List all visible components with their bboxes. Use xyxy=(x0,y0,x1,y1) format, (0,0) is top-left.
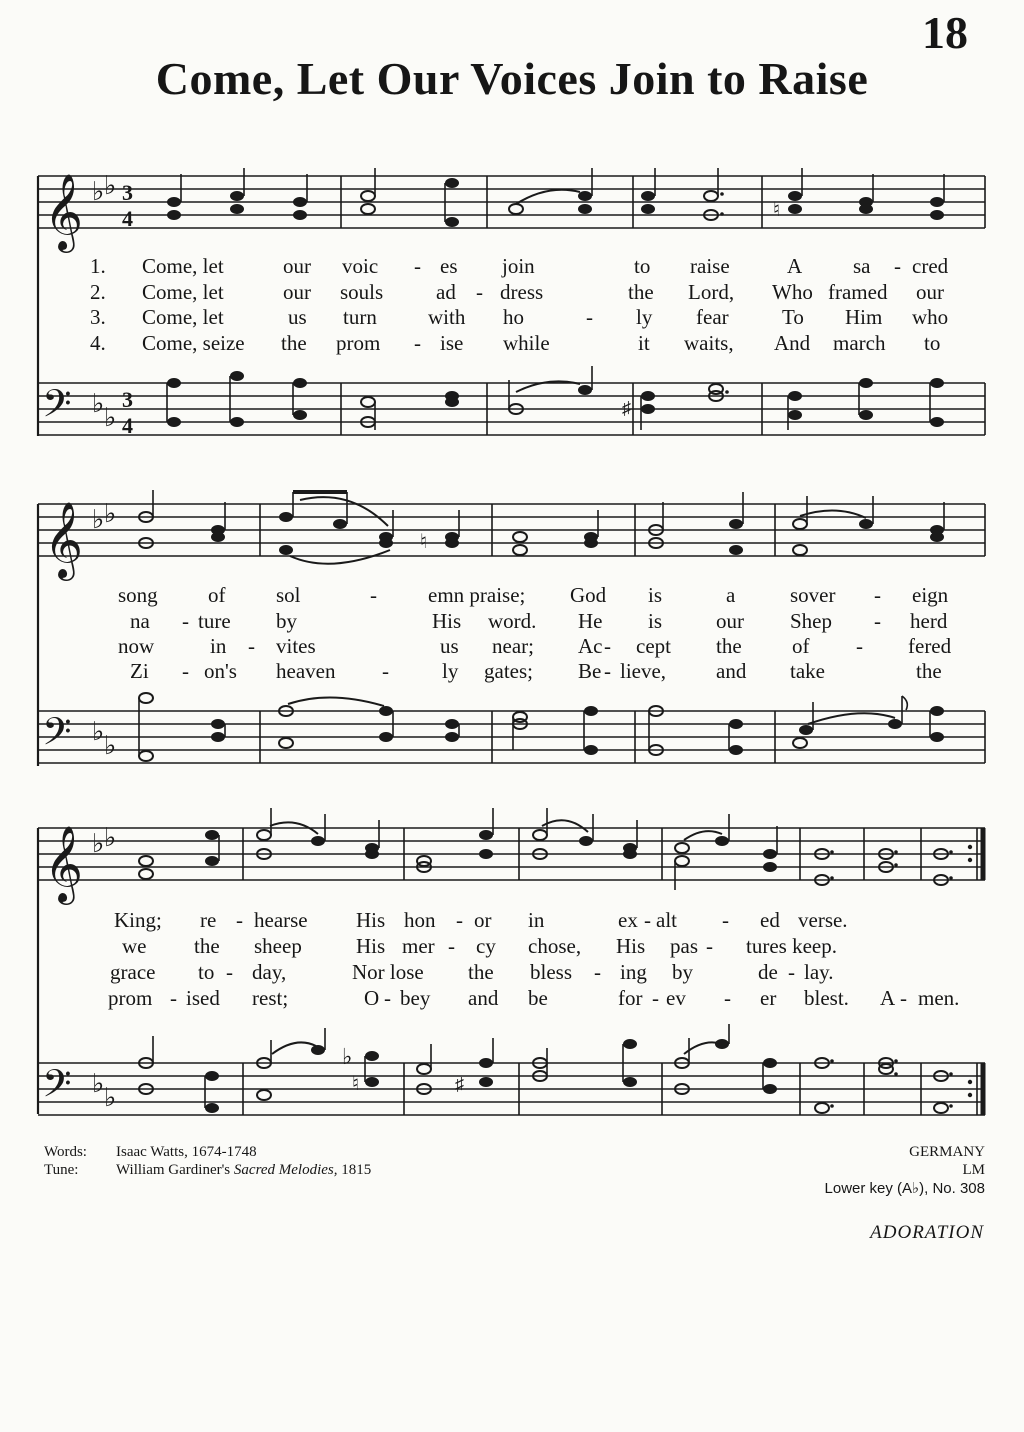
lyric-syllable: vites xyxy=(276,634,316,658)
lyric-syllable: de xyxy=(758,960,778,984)
lyric-line-s1-v1 xyxy=(0,254,1024,279)
lyric-syllable: - xyxy=(236,908,243,932)
lyric-syllable: - xyxy=(456,908,463,932)
svg-text:♭: ♭ xyxy=(92,717,105,746)
svg-text:4: 4 xyxy=(122,206,133,231)
svg-text:♭: ♭ xyxy=(104,171,117,200)
svg-text:♮: ♮ xyxy=(352,1073,360,1095)
meter: LM xyxy=(962,1162,985,1178)
lyric-syllable: cred xyxy=(912,254,949,278)
lyric-line-s2-v3 xyxy=(0,634,1024,659)
lyric-syllable: His xyxy=(432,609,462,633)
lyric-syllable: O xyxy=(364,986,380,1010)
lyric-syllable: take xyxy=(790,659,825,683)
svg-text:3: 3 xyxy=(122,180,133,205)
lyric-line-s3-v4 xyxy=(0,986,1024,1011)
lyric-syllable: A xyxy=(880,986,896,1010)
tune-source: William Gardiner's xyxy=(116,1162,234,1178)
lyric-syllable: is xyxy=(648,583,663,607)
svg-text:♭: ♭ xyxy=(342,1044,353,1069)
lyric-syllable: ho xyxy=(503,305,524,329)
lyric-syllable: gates; xyxy=(484,659,533,683)
lyric-syllable: souls xyxy=(340,280,384,304)
bass-staff-system-3 xyxy=(0,1044,1024,1130)
lyric-syllable: cy xyxy=(476,934,496,958)
lyric-syllable: Come, let xyxy=(142,280,224,304)
lyric-syllable: Nor lose xyxy=(352,960,424,984)
lyric-syllable: - xyxy=(448,934,455,958)
lyric-syllable: dress xyxy=(500,280,544,304)
lyric-syllable: sheep xyxy=(254,934,302,958)
tune-name: GERMANY xyxy=(909,1144,985,1160)
lyric-syllable: - xyxy=(874,583,881,607)
treble-staff-system-3 xyxy=(0,812,1024,902)
hymn-number: 18 xyxy=(922,7,968,58)
lyric-syllable: tures keep. xyxy=(746,934,837,958)
lyric-syllable: join xyxy=(502,254,535,278)
lyric-syllable: His xyxy=(356,934,386,958)
lyric-syllable: word. xyxy=(488,609,537,633)
treble-staff-system-1 xyxy=(0,160,1024,250)
lyric-syllable: mer xyxy=(402,934,435,958)
svg-text:♮: ♮ xyxy=(773,199,781,221)
lyric-line-s1-v4 xyxy=(0,331,1024,356)
treble-staff-system-2 xyxy=(0,488,1024,578)
bass-staff-system-1 xyxy=(0,370,1024,450)
lyric-syllable: Come, seize xyxy=(142,331,245,355)
lyric-syllable: To xyxy=(782,305,804,329)
lyric-syllable: - xyxy=(182,659,189,683)
svg-text:♯: ♯ xyxy=(622,398,631,418)
lyric-syllable: voic xyxy=(342,254,379,278)
lyric-syllable: ised xyxy=(186,986,220,1010)
lyric-syllable: heaven xyxy=(276,659,336,683)
lyric-syllable: - xyxy=(182,609,189,633)
lyric-syllable: our xyxy=(716,609,744,633)
lyric-syllable: King; xyxy=(114,908,162,932)
svg-text:𝄢: 𝄢 xyxy=(42,381,72,435)
lyric-syllable: prom xyxy=(336,331,381,355)
lyric-syllable: and xyxy=(468,986,499,1010)
lyric-syllable: verse. xyxy=(798,908,848,932)
lyric-line-s2-v2 xyxy=(0,609,1024,634)
lyric-syllable: - xyxy=(586,305,593,329)
lyric-syllable: ture xyxy=(198,609,231,633)
lyric-syllable: grace xyxy=(110,960,156,984)
lyric-syllable: to xyxy=(634,254,651,278)
lyric-syllable: bless xyxy=(530,960,572,984)
lyric-syllable: us xyxy=(440,634,459,658)
lyric-syllable: ly xyxy=(636,305,653,329)
words-author: Isaac Watts, 1674-1748 xyxy=(116,1144,257,1160)
lyric-syllable: our xyxy=(916,280,944,304)
lyric-syllable: of xyxy=(792,634,810,658)
svg-text:♭: ♭ xyxy=(104,499,117,528)
svg-text:♭: ♭ xyxy=(92,505,105,534)
lyric-syllable: or xyxy=(474,908,492,932)
lyric-syllable: His xyxy=(356,908,386,932)
lyric-syllable: lieve, xyxy=(620,659,667,683)
lyric-syllable: 3. xyxy=(90,305,106,329)
words-credit xyxy=(44,1143,257,1161)
svg-text:♭: ♭ xyxy=(92,389,105,418)
svg-text:𝄢: 𝄢 xyxy=(42,1061,72,1115)
lyric-syllable: framed xyxy=(828,280,888,304)
svg-text:♭: ♭ xyxy=(104,823,117,852)
lyric-syllable: - xyxy=(604,659,611,683)
lyric-syllable: A xyxy=(787,254,803,278)
lyric-syllable: Come, let xyxy=(142,254,224,278)
lyric-syllable: the xyxy=(716,634,742,658)
svg-text:♭: ♭ xyxy=(92,1069,105,1098)
lyric-syllable: - xyxy=(788,960,795,984)
lyric-syllable: the xyxy=(628,280,654,304)
lyric-syllable: it xyxy=(638,331,650,355)
lyric-syllable: er xyxy=(760,986,777,1010)
lyric-syllable: ad xyxy=(436,280,456,304)
svg-text:4: 4 xyxy=(122,413,133,438)
lyric-syllable: the xyxy=(916,659,942,683)
lyric-syllable: - xyxy=(652,986,659,1010)
lyric-syllable: - xyxy=(226,960,233,984)
lyric-syllable: of xyxy=(208,583,226,607)
lyric-syllable: - xyxy=(706,934,713,958)
lyric-syllable: rest; xyxy=(252,986,289,1010)
svg-text:♭: ♭ xyxy=(92,829,105,858)
svg-text:𝄞: 𝄞 xyxy=(44,501,84,578)
lyric-syllable: alt xyxy=(656,908,677,932)
lyric-syllable: - xyxy=(874,609,881,633)
lyric-syllable: our xyxy=(283,280,311,304)
lyric-syllable: re xyxy=(200,908,217,932)
lyric-syllable: emn praise; xyxy=(428,583,526,607)
svg-text:♯: ♯ xyxy=(455,1074,464,1094)
lyric-syllable: ing xyxy=(620,960,647,984)
lyric-syllable: - xyxy=(170,986,177,1010)
lyric-syllable: we xyxy=(122,934,147,958)
lyric-syllable: with xyxy=(428,305,466,329)
lyric-syllable: who xyxy=(912,305,949,329)
lyric-syllable: - xyxy=(594,960,601,984)
lyric-syllable: a xyxy=(726,583,736,607)
lower-key-note: Lower key (A♭), No. 308 xyxy=(824,1180,985,1197)
lyric-syllable: - xyxy=(724,986,731,1010)
lyric-syllable: - xyxy=(476,280,483,304)
lyric-line-s2-v1 xyxy=(0,583,1024,608)
svg-text:𝄞: 𝄞 xyxy=(44,173,84,250)
lyric-syllable: hon xyxy=(404,908,436,932)
lyric-line-s1-v3 xyxy=(0,305,1024,330)
lyric-syllable: na xyxy=(130,609,150,633)
lyric-syllable: His xyxy=(616,934,646,958)
lyric-syllable: chose, xyxy=(528,934,582,958)
lyric-syllable: while xyxy=(503,331,550,355)
lyric-syllable: - xyxy=(370,583,377,607)
lyric-syllable: ed xyxy=(760,908,780,932)
category-label: ADORATION xyxy=(870,1222,984,1243)
lyric-syllable: herd xyxy=(910,609,948,633)
lyric-syllable: day, xyxy=(252,960,287,984)
lyric-syllable: turn xyxy=(343,305,377,329)
lyric-syllable: - xyxy=(644,908,651,932)
lyric-syllable: the xyxy=(281,331,307,355)
lyric-syllable: bey xyxy=(400,986,431,1010)
lyric-syllable: to xyxy=(924,331,941,355)
bass-staff-system-2 xyxy=(0,698,1024,778)
lyric-syllable: prom xyxy=(108,986,153,1010)
lyric-syllable: God xyxy=(570,583,607,607)
lyric-syllable: men. xyxy=(918,986,960,1010)
lyric-syllable: - xyxy=(414,254,421,278)
lyric-syllable: be xyxy=(528,986,548,1010)
lyric-syllable: fear xyxy=(696,305,729,329)
hymn-title: Come, Let Our Voices Join to Raise xyxy=(155,53,869,104)
lyric-syllable: - xyxy=(900,986,907,1010)
lyric-syllable: in xyxy=(210,634,227,658)
lyric-syllable: ly xyxy=(442,659,459,683)
lyric-syllable: song xyxy=(118,583,158,607)
lyric-line-s3-v1 xyxy=(0,908,1024,933)
lyric-syllable: Lord, xyxy=(688,280,735,304)
lyric-syllable: Be xyxy=(578,659,602,683)
lyric-syllable: - xyxy=(722,908,729,932)
svg-text:♭: ♭ xyxy=(104,1083,117,1112)
lyric-syllable: ise xyxy=(440,331,464,355)
lyric-syllable: Zi xyxy=(130,659,149,683)
tune-label: Tune: xyxy=(44,1162,79,1178)
lyric-syllable: in xyxy=(528,908,545,932)
lyric-syllable: 2. xyxy=(90,280,106,304)
lyric-syllable: eign xyxy=(912,583,949,607)
words-label: Words: xyxy=(44,1144,87,1160)
lyric-syllable: march xyxy=(833,331,886,355)
lyric-syllable: fered xyxy=(908,634,952,658)
svg-text:♭: ♭ xyxy=(104,403,117,432)
lyric-syllable: waits, xyxy=(684,331,734,355)
lyric-syllable: for xyxy=(618,986,643,1010)
lyric-syllable: 1. xyxy=(90,254,106,278)
lyric-syllable: He xyxy=(578,609,603,633)
svg-text:3: 3 xyxy=(122,387,133,412)
lyric-syllable: - xyxy=(384,986,391,1010)
lyric-syllable: - xyxy=(382,659,389,683)
lyric-syllable: - xyxy=(604,634,611,658)
lyric-syllable: cept xyxy=(636,634,671,658)
lyric-syllable: our xyxy=(283,254,311,278)
lyric-syllable: ev xyxy=(666,986,686,1010)
lyric-syllable: sol xyxy=(276,583,301,607)
lyric-syllable: pas xyxy=(670,934,698,958)
lyric-syllable: hearse xyxy=(254,908,308,932)
svg-text:𝄢: 𝄢 xyxy=(42,709,72,763)
lyric-syllable: the xyxy=(194,934,220,958)
lyric-syllable: lay. xyxy=(804,960,834,984)
lyric-syllable: 4. xyxy=(90,331,106,355)
svg-text:𝄞: 𝄞 xyxy=(44,825,84,902)
lyric-syllable: Him xyxy=(845,305,883,329)
lyric-syllable: on's xyxy=(204,659,237,683)
lyric-syllable: the xyxy=(468,960,494,984)
lyric-line-s3-v2 xyxy=(0,934,1024,959)
lyric-syllable: now xyxy=(118,634,155,658)
lyric-syllable: And xyxy=(774,331,811,355)
lyric-syllable: near; xyxy=(492,634,534,658)
tune-year: 1815 xyxy=(337,1162,372,1178)
lyric-syllable: blest. xyxy=(804,986,849,1010)
svg-text:♭: ♭ xyxy=(104,731,117,760)
lyric-syllable: by xyxy=(276,609,297,633)
svg-text:♮: ♮ xyxy=(420,531,428,553)
lyric-syllable: ex xyxy=(618,908,638,932)
lyric-line-s2-v4 xyxy=(0,659,1024,684)
lyric-syllable: us xyxy=(288,305,307,329)
lyric-syllable: raise xyxy=(690,254,730,278)
lyric-syllable: is xyxy=(648,609,663,633)
lyric-syllable: - xyxy=(248,634,255,658)
lyric-syllable: - xyxy=(414,331,421,355)
lyric-syllable: Ac xyxy=(578,634,603,658)
tune-source-title: Sacred Melodies, xyxy=(233,1162,338,1178)
lyric-syllable: es xyxy=(440,254,458,278)
lyric-line-s1-v2 xyxy=(0,280,1024,305)
lyric-syllable: Shep xyxy=(790,609,832,633)
lyric-syllable: sa xyxy=(853,254,871,278)
lyric-syllable: - xyxy=(856,634,863,658)
tune-credit xyxy=(44,1161,371,1179)
lyric-syllable: Come, let xyxy=(142,305,224,329)
lyric-syllable: and xyxy=(716,659,747,683)
lyric-line-s3-v3 xyxy=(0,960,1024,985)
lyric-syllable: sover xyxy=(790,583,836,607)
lyric-syllable: by xyxy=(672,960,693,984)
svg-text:♭: ♭ xyxy=(92,177,105,206)
lyric-syllable: to xyxy=(198,960,215,984)
lyric-syllable: Who xyxy=(772,280,813,304)
lyric-syllable: - xyxy=(894,254,901,278)
